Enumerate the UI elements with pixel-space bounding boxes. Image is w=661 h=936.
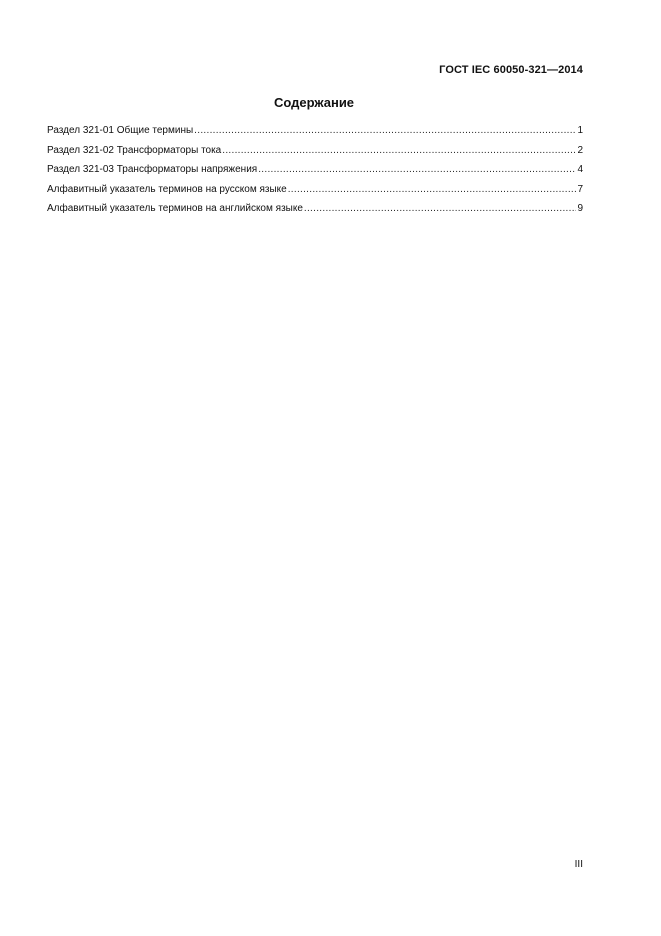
- toc-entry[interactable]: [47, 203, 583, 223]
- toc-entry-page: 7: [577, 183, 583, 195]
- toc-entry-label: Раздел 321-03 Трансформаторы напряжения: [47, 164, 258, 175]
- toc-entry-label: Алфавитный указатель терминов на английском языке: [47, 203, 303, 214]
- toc-entry-label: Алфавитный указатель терминов на русском языке: [47, 183, 287, 195]
- toc-dot-leader: [288, 184, 577, 196]
- document-code: ГОСТ IEC 60050-321—2014: [439, 64, 583, 76]
- toc-dot-leader: [304, 203, 577, 215]
- toc-entry-page: 1: [577, 125, 583, 136]
- toc-entry[interactable]: [47, 145, 583, 165]
- toc-entry[interactable]: [47, 125, 583, 145]
- toc-entry-page: 2: [577, 144, 583, 156]
- toc-title: Содержание: [273, 95, 355, 110]
- table-of-contents: [47, 125, 583, 223]
- toc-entry-label: Раздел 321-01 Общие термины: [47, 125, 194, 136]
- toc-dot-leader: [258, 164, 576, 176]
- toc-dot-leader: [222, 145, 576, 157]
- page-number: III: [574, 859, 583, 870]
- toc-entry-page: 4: [577, 164, 583, 175]
- toc-entry[interactable]: [47, 164, 583, 184]
- toc-entry-label: Раздел 321-02 Трансформаторы тока: [47, 144, 222, 156]
- toc-dot-leader: [194, 125, 576, 137]
- toc-entry-page: 9: [577, 203, 583, 214]
- toc-entry[interactable]: [47, 184, 583, 204]
